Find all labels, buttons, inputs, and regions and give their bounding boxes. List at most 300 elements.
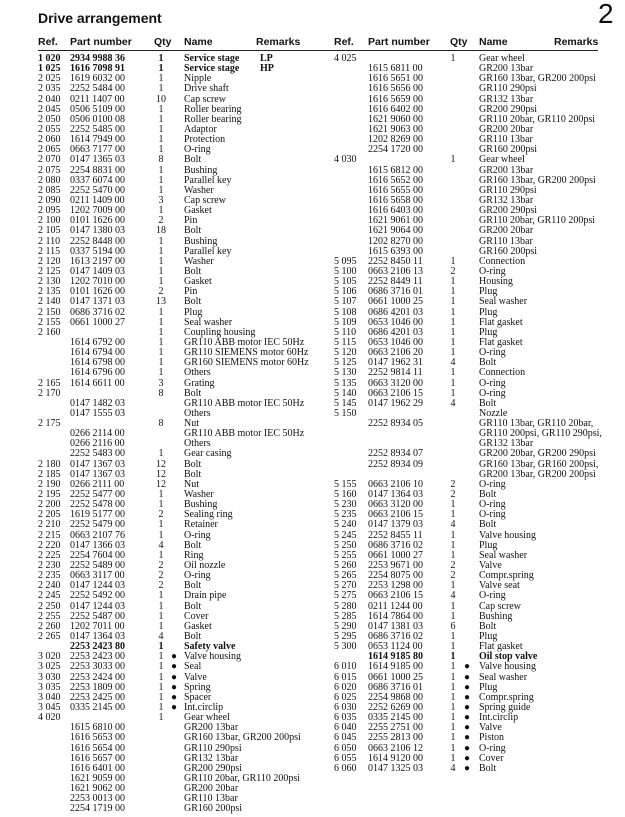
qty-cell: 1 [158,347,164,359]
name-cell: Washer [184,184,214,196]
name-cell: GR160 200psi [479,144,538,156]
name-cell: GR200 20bar [479,225,534,237]
part-number-cell: 0147 1380 03 [70,225,125,237]
part-number-cell: 0266 2116 00 [70,438,125,450]
part-number-cell: 0686 3716 01 [368,286,423,298]
name-cell: Bolt [479,489,497,501]
part-number-cell: 0147 1244 03 [70,580,125,592]
part-number-cell: 2254 8831 00 [70,164,125,176]
ref-cell: 2 210 [38,519,61,531]
part-number-cell: 1615 6393 00 [368,245,423,257]
part-number-cell: 2252 5489 00 [70,560,125,572]
part-number-cell: 0663 3117 00 [70,570,125,582]
part-number-cell: 1621 9062 00 [70,783,125,795]
ref-cell: 5 265 [334,570,357,582]
part-number-cell: 0661 1000 25 [368,671,423,683]
qty-cell: 8 [158,418,164,430]
name-cell: Gasket [184,620,212,632]
qty-cell: 1 [450,377,456,389]
qty-cell: 1 [450,347,456,359]
name-cell: Connection [479,255,526,267]
ref-cell: 2 260 [38,620,61,632]
ref-cell: 2 250 [38,600,61,612]
qty-cell: 3 [158,377,164,389]
name-cell: Pin [184,215,198,227]
qty-cell: 1 [158,529,164,541]
name-cell: GR110 20bar, GR110 200psi [184,772,301,784]
header-qty-right: Qty [450,36,468,48]
name-cell: Grating [184,377,215,389]
part-number-cell: 0663 7177 00 [70,144,125,156]
name-cell: Spacer [184,691,212,703]
ref-cell: 2 090 [38,194,61,206]
part-number-cell: 1614 6798 00 [70,357,125,369]
ref-cell: 2 230 [38,560,61,572]
part-number-cell: 2253 2423 80 [70,641,125,653]
name-cell: O-ring [479,377,506,389]
ref-cell: 1 025 [38,63,61,75]
qty-cell: 1 [158,519,164,531]
name-cell: GR132 13bar [479,438,534,450]
remarks-cell: HP [260,63,274,75]
qty-cell: 1 [158,123,164,135]
qty-cell: 1 [450,286,456,298]
name-cell: Bolt [184,580,202,592]
name-cell: Flat gasket [479,641,523,653]
name-cell: GR200 290psi [184,762,243,774]
name-cell: Ring [184,549,204,561]
name-cell: GR160 200psi [184,803,243,815]
name-cell: GR110 ABB motor IEC 50Hz [184,336,305,348]
ref-cell: 2 040 [38,93,61,105]
name-cell: Seal washer [479,296,528,308]
kit-bullet-icon: ● [464,722,471,734]
ref-cell: 5 300 [334,641,357,653]
ref-cell: 2 255 [38,610,61,622]
ref-cell: 6 010 [334,661,357,673]
ref-cell: 5 280 [334,600,357,612]
qty-cell: 8 [158,387,164,399]
name-cell: Gear wheel [479,154,525,166]
ref-cell: 2 160 [38,326,61,338]
part-number-cell: 0147 1381 03 [368,620,423,632]
qty-cell: 1 [450,336,456,348]
name-cell: Bolt [184,296,202,308]
part-number-cell: 0686 4201 03 [368,326,423,338]
qty-cell: 1 [158,681,164,693]
qty-cell: 1 [158,134,164,146]
name-cell: GR160 13bar, GR200 200psi [184,732,301,744]
part-number-cell: 0147 1366 03 [70,539,125,551]
ref-cell: 6 030 [334,702,357,713]
name-cell: Roller bearing [184,113,242,125]
kit-bullet-icon: ● [464,691,471,703]
ref-cell: 2 165 [38,377,61,389]
name-cell: Valve [479,722,502,734]
ref-cell: 2 170 [38,387,61,399]
name-cell: Seal washer [184,316,233,328]
qty-cell: 4 [450,357,456,369]
part-number-cell: 0147 1364 03 [70,631,125,643]
qty-cell: 8 [158,154,164,166]
name-cell: Retainer [184,519,218,531]
name-cell: GR200 13bar [479,164,534,176]
ref-cell: 1 020 [38,53,61,64]
part-number-cell: 2252 8450 11 [368,255,423,267]
qty-cell: 1 [450,509,456,521]
ref-cell: 2 185 [38,468,61,480]
ref-cell: 2 050 [38,113,61,125]
kit-bullet-icon: ● [464,661,471,673]
part-number-cell: 0663 2106 10 [368,478,423,490]
name-cell: GR110 20bar, GR110 200psi [479,113,596,125]
name-cell: Valve housing [184,651,241,663]
part-number-cell: 0147 1962 29 [368,397,423,409]
kit-bullet-icon: ● [464,732,471,744]
part-number-cell: 1615 6812 00 [368,164,423,176]
kit-bullet-icon: ● [464,681,471,693]
part-number-cell: 2252 5492 00 [70,590,125,602]
part-number-cell: 0663 2106 15 [368,590,423,602]
part-number-cell: 0147 1367 03 [70,468,125,480]
qty-cell: 1 [158,610,164,622]
part-number-cell: 2252 5487 00 [70,610,125,622]
qty-cell: 1 [450,691,456,703]
qty-cell: 4 [450,762,456,774]
part-number-cell: 0686 3716 02 [368,539,423,551]
part-number-cell: 1202 7010 00 [70,276,125,288]
part-number-cell: 0653 1046 00 [368,316,423,328]
qty-cell: 12 [156,468,166,480]
part-number-cell: 0686 4201 03 [368,306,423,318]
part-number-cell: 1202 7011 00 [70,620,125,632]
ref-cell: 2 130 [38,276,61,288]
name-cell: GR110 ABB motor IEC 50Hz [184,397,305,409]
part-number-cell: 2252 5470 00 [70,184,125,196]
ref-cell: 5 255 [334,549,357,561]
qty-cell: 1 [450,255,456,267]
ref-cell: 6 015 [334,671,357,683]
name-cell: Nipple [184,73,212,85]
part-number-cell: 0147 1367 03 [70,458,125,470]
name-cell: Protection [184,134,226,146]
qty-cell: 12 [156,458,166,470]
ref-cell: 2 235 [38,570,61,582]
part-number-cell: 0661 1000 25 [368,296,423,308]
name-cell: Plug [479,326,498,338]
ref-cell: 5 100 [334,265,357,277]
ref-cell: 5 145 [334,397,357,409]
ref-cell: 2 155 [38,316,61,328]
part-number-cell: 0147 1325 03 [368,762,423,774]
qty-cell: 1 [158,53,164,64]
ref-cell: 4 020 [38,712,61,724]
name-cell: Washer [184,489,214,501]
part-number-cell: 0335 2145 00 [368,712,423,724]
name-cell: Spring guide [479,702,531,713]
ref-cell: 3 045 [38,702,61,713]
ref-cell: 4 030 [334,154,357,166]
qty-cell: 1 [158,164,164,176]
name-cell: GR110 290psi [479,184,537,196]
part-number-cell: 0101 1626 00 [70,215,125,227]
ref-cell: 2 100 [38,215,61,227]
part-number-cell: 0661 1000 27 [368,549,423,561]
ref-cell: 2 115 [38,245,61,257]
qty-cell: 13 [156,296,166,308]
name-cell: Pin [184,286,198,298]
ref-cell: 2 035 [38,83,61,95]
part-number-cell: 1616 5653 00 [70,732,125,744]
qty-cell: 2 [158,215,164,227]
part-number-cell: 0686 3716 01 [368,681,423,693]
part-number-cell: 1616 5657 00 [70,752,125,764]
ref-cell: 2 240 [38,580,61,592]
part-number-cell: 2252 8455 11 [368,529,423,541]
name-cell: O-ring [479,347,506,359]
part-number-cell: 1621 9061 00 [368,215,423,227]
qty-cell: 1 [450,276,456,288]
name-cell: Gear wheel [479,53,525,64]
name-cell: GR110 20bar, GR110 200psi [479,215,596,227]
part-number-cell: 1621 9064 00 [368,225,423,237]
ref-cell: 3 020 [38,651,61,663]
part-number-cell: 0335 2145 00 [70,702,125,713]
header-ref-right: Ref. [334,36,354,48]
kit-bullet-icon: ● [171,691,178,703]
part-number-cell: 0266 2114 00 [70,428,125,440]
kit-bullet-icon: ● [464,671,471,683]
ref-cell: 6 050 [334,742,357,754]
qty-cell: 1 [158,641,164,653]
kit-bullet-icon: ● [171,661,178,673]
part-number-cell: 0663 2106 12 [368,742,423,754]
part-number-cell: 1616 5659 00 [368,93,423,105]
part-number-cell: 0147 1365 03 [70,154,125,166]
qty-cell: 1 [450,53,456,64]
qty-cell: 2 [158,509,164,521]
qty-cell: 1 [450,661,456,673]
part-number-cell: 2252 8934 05 [368,418,423,430]
part-number-cell: 1614 7949 00 [70,134,125,146]
page-number: 2 [598,0,614,29]
qty-cell: 1 [158,276,164,288]
name-cell: Bushing [184,164,218,176]
ref-cell: 2 125 [38,265,61,277]
qty-cell: 1 [450,367,456,379]
ref-cell: 5 130 [334,367,357,379]
qty-cell: 1 [158,174,164,186]
qty-cell: 1 [450,326,456,338]
name-cell: Bolt [184,458,202,470]
qty-cell: 1 [450,681,456,693]
ref-cell: 5 230 [334,499,357,511]
name-cell: GR110 200psi, GR110 290psi, [479,428,602,440]
name-cell: GR110 ABB motor IEC 50Hz [184,428,305,440]
name-cell: Safety valve [184,641,236,653]
name-cell: Gear wheel [184,712,230,724]
qty-cell: 1 [158,73,164,85]
name-cell: Cover [479,752,504,764]
name-cell: Flat gasket [479,336,523,348]
name-cell: Plug [479,539,498,551]
qty-cell: 1 [450,387,456,399]
qty-cell: 1 [158,316,164,328]
name-cell: Nut [184,418,199,430]
qty-cell: 1 [158,367,164,379]
name-cell: Others [184,367,211,379]
qty-cell: 1 [158,712,164,724]
ref-cell: 5 240 [334,519,357,531]
qty-cell: 1 [450,631,456,643]
name-cell: Plug [479,306,498,318]
name-cell: Gear casing [184,448,232,460]
name-cell: Flat gasket [479,316,523,328]
name-cell: Bolt [184,600,202,612]
name-cell: Seal washer [479,671,528,683]
qty-cell: 2 [158,286,164,298]
name-cell: GR110 290psi [184,742,242,754]
qty-cell: 1 [158,235,164,247]
part-number-cell: 0653 1124 00 [368,641,423,653]
ref-cell: 5 109 [334,316,357,328]
part-number-cell: 1621 9060 00 [368,113,423,125]
name-cell: Piston [479,732,505,744]
name-cell: Spring [184,681,211,693]
name-cell: Bolt [184,154,202,166]
ref-cell: 5 285 [334,610,357,622]
name-cell: Roller bearing [184,103,242,115]
part-number-cell: 2254 8075 00 [368,570,423,582]
part-number-cell: 0661 1000 27 [70,316,125,328]
name-cell: O-ring [479,265,506,277]
part-number-cell: 1619 5177 00 [70,509,125,521]
part-number-cell: 1616 5651 00 [368,73,423,85]
ref-cell: 2 245 [38,590,61,602]
part-number-cell: 2253 3033 00 [70,661,125,673]
part-number-cell: 1614 9120 00 [368,752,423,764]
name-cell: Plug [479,681,498,693]
ref-cell: 5 250 [334,539,357,551]
part-number-cell: 1614 6794 00 [70,347,125,359]
name-cell: Bolt [184,468,202,480]
name-cell: Cap screw [184,194,226,206]
qty-cell: 1 [450,742,456,754]
ref-cell: 3 030 [38,671,61,683]
ref-cell: 2 055 [38,123,61,135]
header-name-left: Name [184,36,213,48]
ref-cell: 2 060 [38,134,61,146]
qty-cell: 3 [158,194,164,206]
header-name-right: Name [479,36,508,48]
qty-cell: 1 [450,600,456,612]
qty-cell: 2 [450,489,456,501]
part-number-cell: 1614 6796 00 [70,367,125,379]
qty-cell: 1 [158,336,164,348]
qty-cell: 1 [158,184,164,196]
qty-cell: 4 [450,397,456,409]
name-cell: GR200 13bar [479,63,534,75]
ref-cell: 2 205 [38,509,61,521]
ref-cell: 5 140 [334,387,357,399]
qty-cell: 4 [158,539,164,551]
kit-bullet-icon: ● [171,702,178,713]
part-number-cell: 0663 2106 20 [368,347,423,359]
qty-cell: 1 [158,306,164,318]
name-cell: Seal washer [479,549,528,561]
name-cell: GR110 13bar [184,793,238,805]
name-cell: Bolt [184,631,202,643]
qty-cell: 1 [450,154,456,166]
qty-cell: 2 [158,560,164,572]
qty-cell: 1 [158,671,164,683]
ref-cell: 4 025 [334,53,357,64]
ref-cell: 2 150 [38,306,61,318]
ref-cell: 2 140 [38,296,61,308]
qty-cell: 1 [450,671,456,683]
ref-cell: 5 275 [334,590,357,602]
part-number-cell: 0686 3716 02 [368,631,423,643]
part-number-cell: 0686 3716 02 [70,306,125,318]
part-number-cell: 1621 9059 00 [70,772,125,784]
name-cell: Bolt [479,519,497,531]
qty-cell: 12 [156,478,166,490]
part-number-cell: 2252 5485 00 [70,123,125,135]
qty-cell: 1 [450,499,456,511]
part-number-cell: 2252 5477 00 [70,489,125,501]
name-cell: GR110 SIEMENS motor 60Hz [184,347,309,359]
part-number-cell: 2255 2813 00 [368,732,423,744]
name-cell: Compr.spring [479,570,534,582]
part-number-cell: 1616 5656 00 [368,83,423,95]
part-number-cell: 1616 7098 91 [70,63,125,75]
ref-cell: 3 025 [38,661,61,673]
name-cell: O-ring [479,590,506,602]
part-number-cell: 2253 1298 00 [368,580,423,592]
qty-cell: 1 [158,245,164,257]
ref-cell: 5 135 [334,377,357,389]
ref-cell: 6 040 [334,722,357,734]
ref-cell: 2 200 [38,499,61,511]
part-number-cell: 2252 8934 09 [368,458,423,470]
ref-cell: 6 025 [334,691,357,703]
ref-cell: 2 105 [38,225,61,237]
qty-cell: 1 [158,265,164,277]
qty-cell: 1 [158,83,164,95]
ref-cell: 3 040 [38,691,61,703]
part-number-cell: 0211 1244 00 [368,600,423,612]
qty-cell: 1 [158,620,164,632]
name-cell: Bolt [479,357,497,369]
name-cell: Valve seat [479,580,520,592]
name-cell: Oil nozzle [184,560,226,572]
name-cell: Int.circlip [479,712,519,724]
part-number-cell: 1613 2197 00 [70,255,125,267]
name-cell: Sealing ring [184,509,233,521]
qty-cell: 6 [450,620,456,632]
part-number-cell: 2252 5478 00 [70,499,125,511]
ref-cell: 2 110 [38,235,61,247]
part-number-cell: 0266 2111 00 [70,478,125,490]
name-cell: GR160 13bar, GR200 200psi [479,73,596,85]
kit-bullet-icon: ● [171,671,178,683]
name-cell: Cover [184,610,209,622]
header-part-left: Part number [70,36,132,48]
ref-cell: 2 075 [38,164,61,176]
ref-cell: 5 150 [334,407,357,419]
ref-cell: 2 045 [38,103,61,115]
name-cell: Valve [479,560,502,572]
